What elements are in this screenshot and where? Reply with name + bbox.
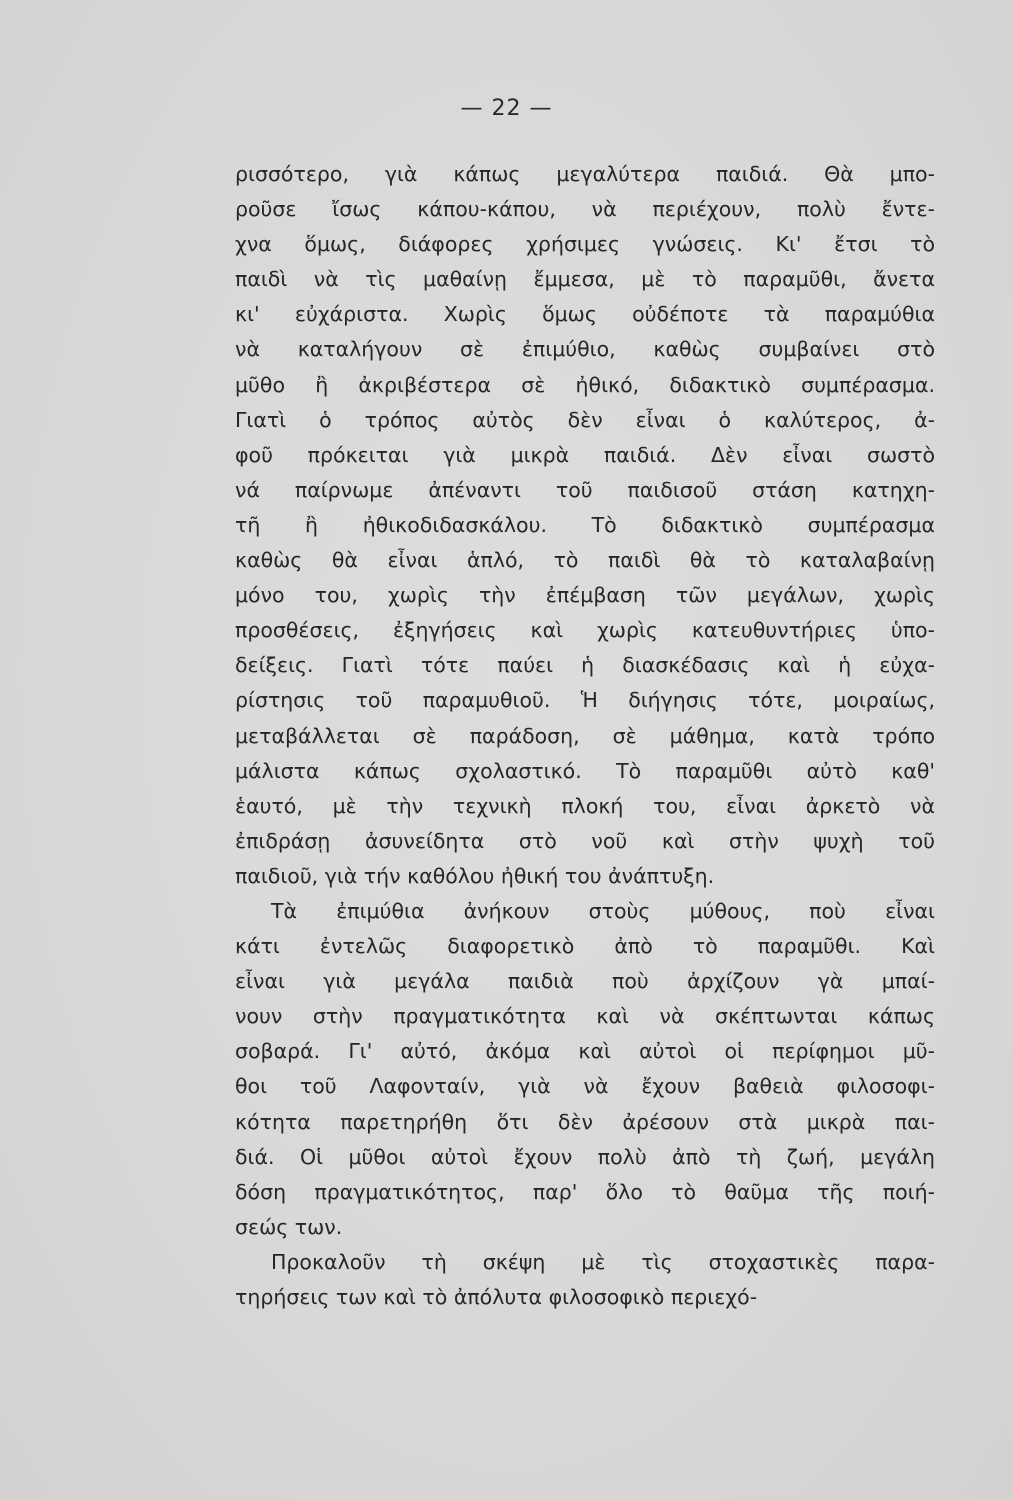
text-line: τηρήσεις των καὶ τὸ ἀπόλυτα φιλοσοφικὸ περιεχό- [235, 1285, 758, 1309]
text-line: σοβαρά. Γι' αὐτό, ἀκόμα καὶ αὐτοὶ οἱ περίφημοι μῦ- [235, 1039, 935, 1064]
paragraph [235, 1245, 935, 1315]
text-line: παιδὶ νὰ τὶς μαθαίνῃ ἔμμεσα, μὲ τὸ παραμῦθι, ἄνετα [235, 267, 935, 292]
text-line: τῆ ἢ ἠθικοδιδασκάλου. Τὸ διδακτικὸ συμπέρασμα [235, 512, 935, 537]
text-line: δείξεις. Γιατὶ τότε παύει ἡ διασκέδασις καὶ ἡ εὐχα- [235, 653, 935, 678]
text-line: μόνο του, χωρὶς τὴν ἐπέμβαση τῶν μεγάλων, χωρὶς [235, 583, 935, 608]
text-line: εἶναι γιὰ μεγάλα παιδιὰ ποὺ ἀρχίζουν γὰ μπαί- [235, 969, 935, 994]
text-line: φοῦ πρόκειται γιὰ μικρὰ παιδιά. Δὲν εἶναι σωστὸ [235, 442, 935, 467]
text-line: μάλιστα κάπως σχολαστικό. Τὸ παραμῦθι αὐτὸ καθ' [235, 758, 935, 783]
text-line: κότητα παρετηρήθη ὅτι δὲν ἀρέσουν στὰ μικρὰ παι- [235, 1109, 935, 1134]
text-line: μῦθο ἢ ἀκριβέστερα σὲ ἠθικό, διδακτικὸ συμπέρασμα. [235, 372, 935, 397]
text-line: ἐπιδράσῃ ἀσυνείδητα στὸ νοῦ καὶ στὴν ψυχὴ τοῦ [235, 828, 935, 853]
page-number: — 22 — [460, 96, 553, 121]
text-line: Τὰ ἐπιμύθια ἀνήκουν στοὺς μύθους, ποὺ εἶναι [271, 898, 935, 923]
body-text [235, 157, 935, 1315]
text-line: κάτι ἐντελῶς διαφορετικὸ ἀπὸ τὸ παραμῦθι. Καὶ [235, 934, 935, 959]
text-line: νὰ καταλήγουν σὲ ἐπιμύθιο, καθὼς συμβαίνει στὸ [235, 337, 935, 362]
text-line: ροῦσε ἴσως κάπου-κάπου, νὰ περιέχουν, πολὺ ἔντε- [235, 197, 935, 222]
text-line: Γιατὶ ὁ τρόπος αὐτὸς δὲν εἶναι ὁ καλύτερος, ἀ- [235, 407, 935, 432]
text-line: κι' εὐχάριστα. Χωρὶς ὅμως οὐδέποτε τὰ παραμύθια [235, 302, 935, 327]
text-line: παιδιοῦ, γιὰ τήν καθόλου ἠθική του ἀνάπτυξη. [235, 863, 715, 888]
text-line: χνα ὅμως, διάφορες χρήσιμες γνώσεις. Κι' ἔτσι τὸ [235, 232, 935, 257]
text-line: μεταβάλλεται σὲ παράδοση, σὲ μάθημα, κατὰ τρόπο [235, 723, 935, 748]
text-line: προσθέσεις, ἐξηγήσεις καὶ χωρὶς κατευθυντήριες ὑπο- [235, 618, 935, 643]
text-line: καθὼς θὰ εἶναι ἁπλό, τὸ παιδὶ θὰ τὸ καταλαβαίνῃ [235, 548, 935, 573]
text-line: σεώς των. [235, 1214, 343, 1239]
paragraph [235, 157, 935, 894]
text-line: διά. Οἱ μῦθοι αὐτοὶ ἔχουν πολὺ ἀπὸ τὴ ζωή, μεγάλη [235, 1144, 935, 1169]
text-line: ρίστησις τοῦ παραμυθιοῦ. Ἡ διήγησις τότε, μοιραίως, [235, 688, 935, 713]
text-line: νουν στὴν πραγματικότητα καὶ νὰ σκέπτωνται κάπως [235, 1004, 935, 1029]
text-line: ρισσότερο, γιὰ κάπως μεγαλύτερα παιδιά. Θὰ μπο- [235, 162, 935, 186]
text-line: νά παίρνωμε ἀπέναντι τοῦ παιδισοῦ στάση κατηχη- [235, 477, 935, 502]
text-line: δόση πραγματικότητος, παρ' ὅλο τὸ θαῦμα τῆς ποιή- [235, 1179, 935, 1204]
text-line: θοι τοῦ Λαφονταίν, γιὰ νὰ ἔχουν βαθειὰ φιλοσοφι- [235, 1074, 935, 1099]
text-line: ἑαυτό, μὲ τὴν τεχνικὴ πλοκή του, εἶναι ἀρκετὸ νὰ [235, 793, 935, 818]
text-line: Προκαλοῦν τὴ σκέψη μὲ τὶς στοχαστικὲς παρα- [271, 1249, 935, 1274]
paragraph [235, 894, 935, 1245]
